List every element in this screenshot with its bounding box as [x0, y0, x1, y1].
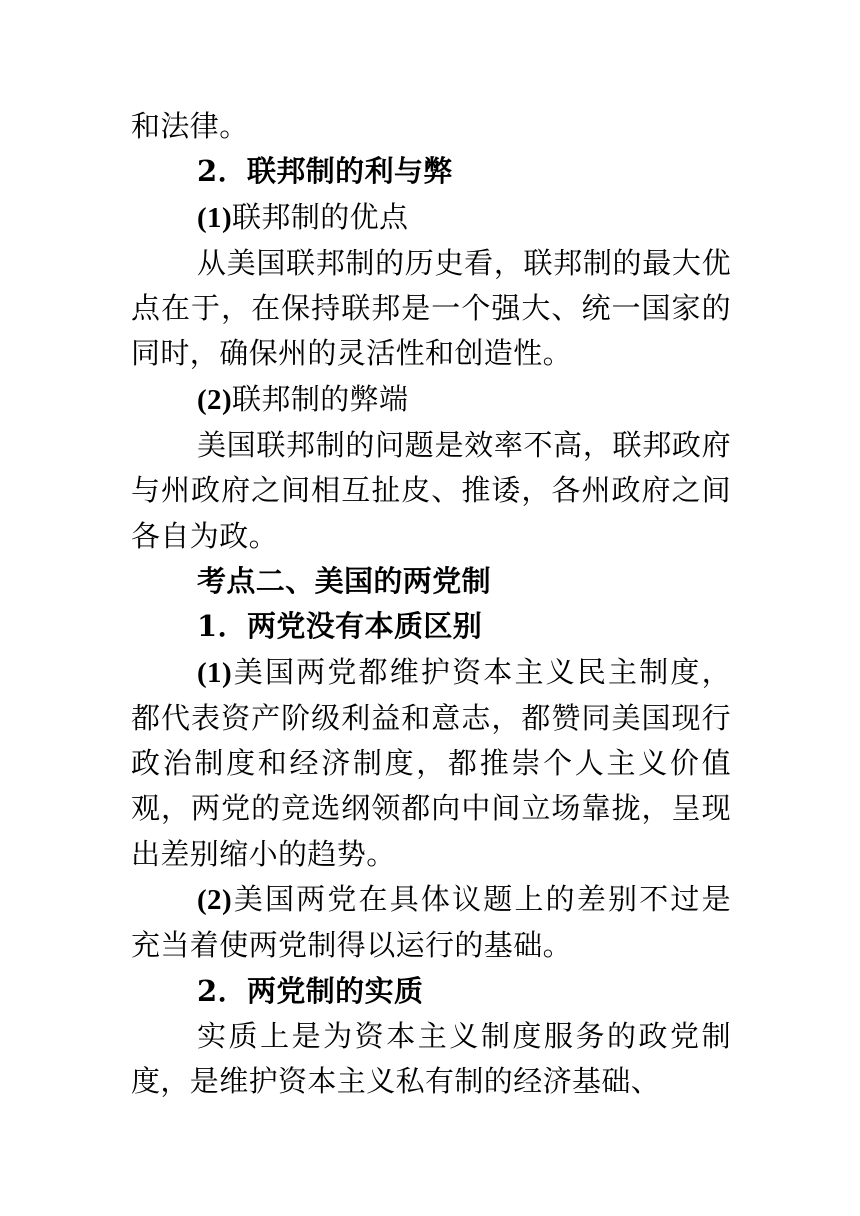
subheading-federalism-disadvantages: [131, 377, 731, 423]
section-heading-two-party-system: 考点二、美国的两党制: [197, 563, 492, 598]
section-heading-essence-of-two-party-system: 2．两党制的实质: [197, 973, 424, 1008]
subheading-federalism-advantages: [131, 195, 731, 241]
paragraph-two-parties-similarities: [131, 650, 731, 877]
paragraph-federalism-disadvantages: 美国联邦制的问题是效率不高，联邦政府与州政府之间相互扯皮、推诿，各州政府之间各自为政。: [131, 428, 731, 553]
item-number: (1): [197, 201, 233, 234]
item-number: (1): [197, 656, 233, 689]
document-body: [131, 104, 731, 1105]
section-heading-no-essential-difference: 1．两党没有本质区别: [197, 609, 483, 644]
paragraph-essence-of-two-party-system: 实质上是为资本主义制度服务的政党制度，是维护资本主义私有制的经济基础、: [131, 1018, 731, 1099]
item-text: 联邦制的优点: [232, 199, 409, 234]
paragraph-federalism-advantages: 从美国联邦制的历史看，联邦制的最大优点在于，在保持联邦是一个强大、统一国家的同时，确保州的灵活性和创造性。: [131, 245, 731, 371]
item-text: 美国两党在具体议题上的差别不过是充当着使两党制得以运行的基础。: [131, 882, 731, 963]
paragraph-continuation: 和法律。: [131, 109, 249, 143]
paragraph-two-parties-differences: [131, 877, 731, 969]
item-number: (2): [197, 884, 233, 917]
section-heading-federalism-pros-cons: 2．联邦制的利与弊: [197, 154, 453, 189]
item-number: (2): [197, 383, 233, 416]
item-text: 联邦制的弊端: [232, 381, 409, 416]
item-text: 美国两党都维护资本主义民主制度，都代表资产阶级利益和意志，都赞同美国现行政治制度和经济制度，都推崇个人主义价值观，两党的竞选纲领都向中间立场靠拢，呈现出差别缩小的趋势。: [131, 654, 731, 871]
